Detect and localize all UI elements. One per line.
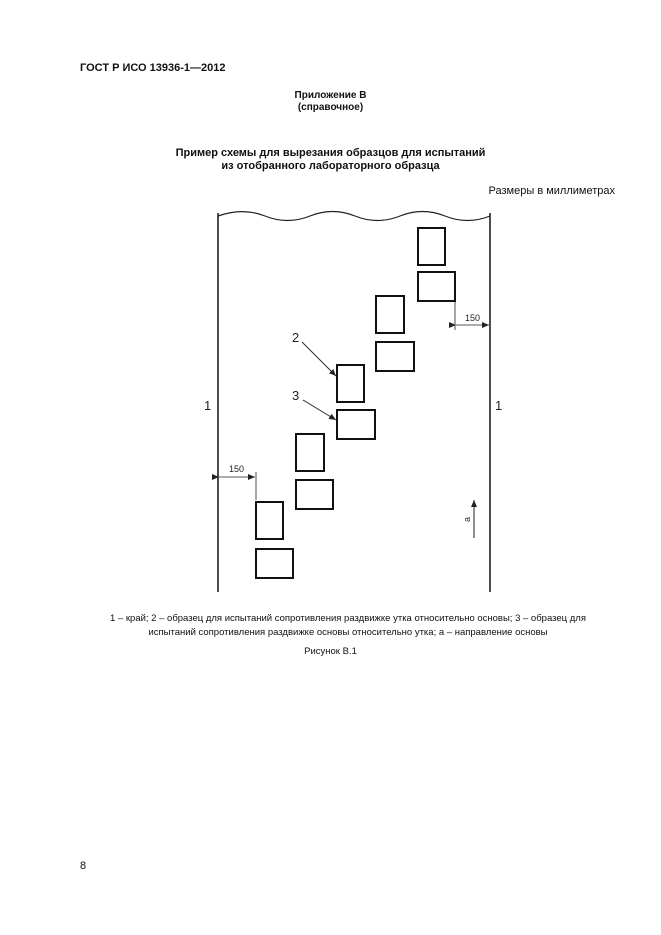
specimen-vertical bbox=[418, 228, 445, 265]
document-header: ГОСТ Р ИСО 13936-1—2012 bbox=[80, 62, 226, 74]
label-direction: a bbox=[462, 516, 472, 522]
caption-line2: испытаний сопротивления раздвижке основы относительно утка; а – направление основы bbox=[148, 627, 548, 638]
label-dimension-left: 150 bbox=[229, 464, 245, 474]
figure-label: Рисунок В.1 bbox=[304, 646, 357, 657]
page-number: 8 bbox=[80, 860, 87, 872]
leader-line-3 bbox=[303, 400, 336, 420]
specimen-vertical bbox=[376, 296, 404, 333]
units-note: Размеры в миллиметрах bbox=[488, 185, 615, 197]
annex-type: (справочное) bbox=[297, 102, 364, 113]
annex-title: Приложение В bbox=[294, 90, 367, 101]
specimen-horizontal bbox=[256, 549, 293, 578]
label-specimen-3: 3 bbox=[292, 388, 300, 403]
specimen-vertical bbox=[337, 365, 364, 402]
label-dimension-right: 150 bbox=[465, 313, 481, 323]
cut-edge-wavy bbox=[218, 212, 490, 221]
figure-caption bbox=[88, 612, 608, 640]
label-specimen-2: 2 bbox=[292, 330, 300, 345]
leader-line-2 bbox=[302, 342, 336, 376]
specimen-vertical bbox=[256, 502, 283, 539]
caption-line1: 1 – край; 2 – образец для испытаний сопротивления раздвижке утка относительно основы; 3 – образец для bbox=[110, 613, 586, 624]
specimen-horizontal bbox=[337, 410, 375, 439]
label-edge-left: 1 bbox=[204, 398, 212, 413]
specimen-horizontal bbox=[418, 272, 455, 301]
figure-title-line1: Пример схемы для вырезания образцов для испытаний bbox=[175, 147, 486, 159]
specimen-horizontal bbox=[376, 342, 414, 371]
specimen-horizontal bbox=[296, 480, 333, 509]
figure-title-line2: из отобранного лабораторного образца bbox=[221, 160, 440, 172]
specimen-vertical bbox=[296, 434, 324, 471]
label-edge-right: 1 bbox=[495, 398, 503, 413]
